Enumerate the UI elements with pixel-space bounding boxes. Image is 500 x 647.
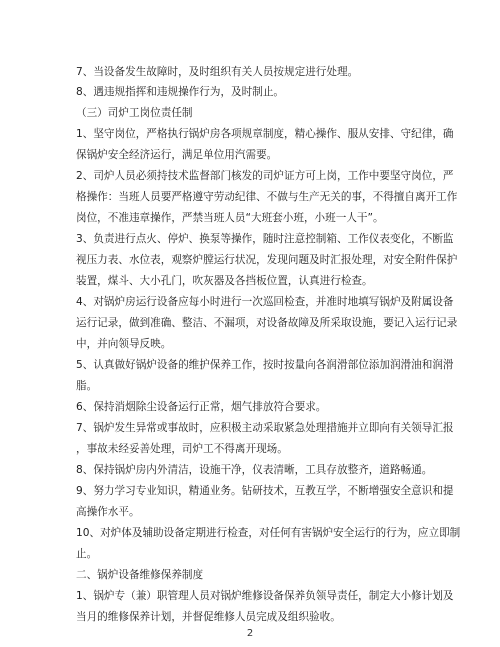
text-line: 保锅炉安全经济运行，满足单位用汽需要。 (76, 149, 278, 161)
text-line: 高操作水平。 (76, 506, 140, 518)
text-line: 运行记录，做到准确、整洁、不漏项，对设备故障及所采取设施，要记入运行记录 (76, 317, 458, 329)
text-line: 当月的维修保养计划，并督促维修人员完成及组织验收。 (76, 611, 341, 623)
text-line: 8、遇违规指挥和违规操作行为，及时制止。 (76, 86, 285, 98)
text-line: 脂。 (76, 380, 98, 392)
text-line: 2、司炉人员必须持技术监督部门核发的司炉证方可上岗，工作中要坚守岗位，严 (76, 170, 454, 182)
text-line: 格操作：当班人员要严格遵守劳动纪律、不做与生产无关的事，不得擅自离开工作 (76, 191, 458, 203)
text-line: 中，并向领导反映。 (76, 338, 172, 350)
section-heading: 二、锅炉设备维修保养制度 (76, 569, 204, 581)
text-line: 6、保持消烟除尘设备运行正常，烟气排放符合要求。 (76, 401, 327, 413)
text-line: ，事故未经妥善处理，司炉工不得离开现场。 (76, 443, 288, 455)
text-line: 1、坚守岗位，严格执行锅炉房各项规章制度，精心操作、服从安排、守纪律，确 (76, 128, 454, 140)
text-line: 止。 (76, 548, 98, 560)
text-line: 装置，煤斗、大小孔门，吹灰器及各挡板位置，认真进行检查。 (76, 275, 373, 287)
text-line: 3、负责进行点火、停炉、换泵等操作，随时注意控制箱、工作仪表变化，不断监 (76, 233, 454, 245)
text-line: 7、当设备发生故障时，及时组织有关人员按规定进行处理。 (76, 66, 359, 78)
text-line: 4、对锅炉房运行设备应每小时进行一次巡回检查，并准时地填写锅炉及附属设备 (76, 296, 454, 308)
text-line: 9、努力学习专业知识，精通业务。钻研技术，互教互学，不断增强安全意识和提 (76, 485, 454, 497)
text-line: 岗位，不准违章操作，严禁当班人员“大班套小班，小班一人干”。 (76, 212, 384, 224)
text-line: 1、锅炉专（兼）职管理人员对锅炉维修设备保养负领导责任，制定大小修计划及 (76, 590, 454, 602)
text-line: 视压力表、水位表，观察炉膛运行状况，发现问题及时汇报处理，对安全附件保护 (76, 254, 458, 266)
page-number: 2 (246, 628, 254, 639)
text-line: 10、对炉体及辅助设备定期进行检查，对任何有害锅炉安全运行的行为，应立即制 (76, 527, 461, 539)
text-line: 7、锅炉发生异常或事故时，应积极主动采取紧急处理措施并立即向有关领导汇报 (76, 422, 454, 434)
text-line: 5、认真做好锅炉设备的维护保养工作，按时按量向各润滑部位添加润滑油和润滑 (76, 359, 454, 371)
section-heading: （三）司炉工岗位责任制 (76, 107, 193, 119)
text-line: 8、保持锅炉房内外清洁，设施干净，仪表清晰，工具存放整齐，道路畅通。 (76, 464, 433, 476)
